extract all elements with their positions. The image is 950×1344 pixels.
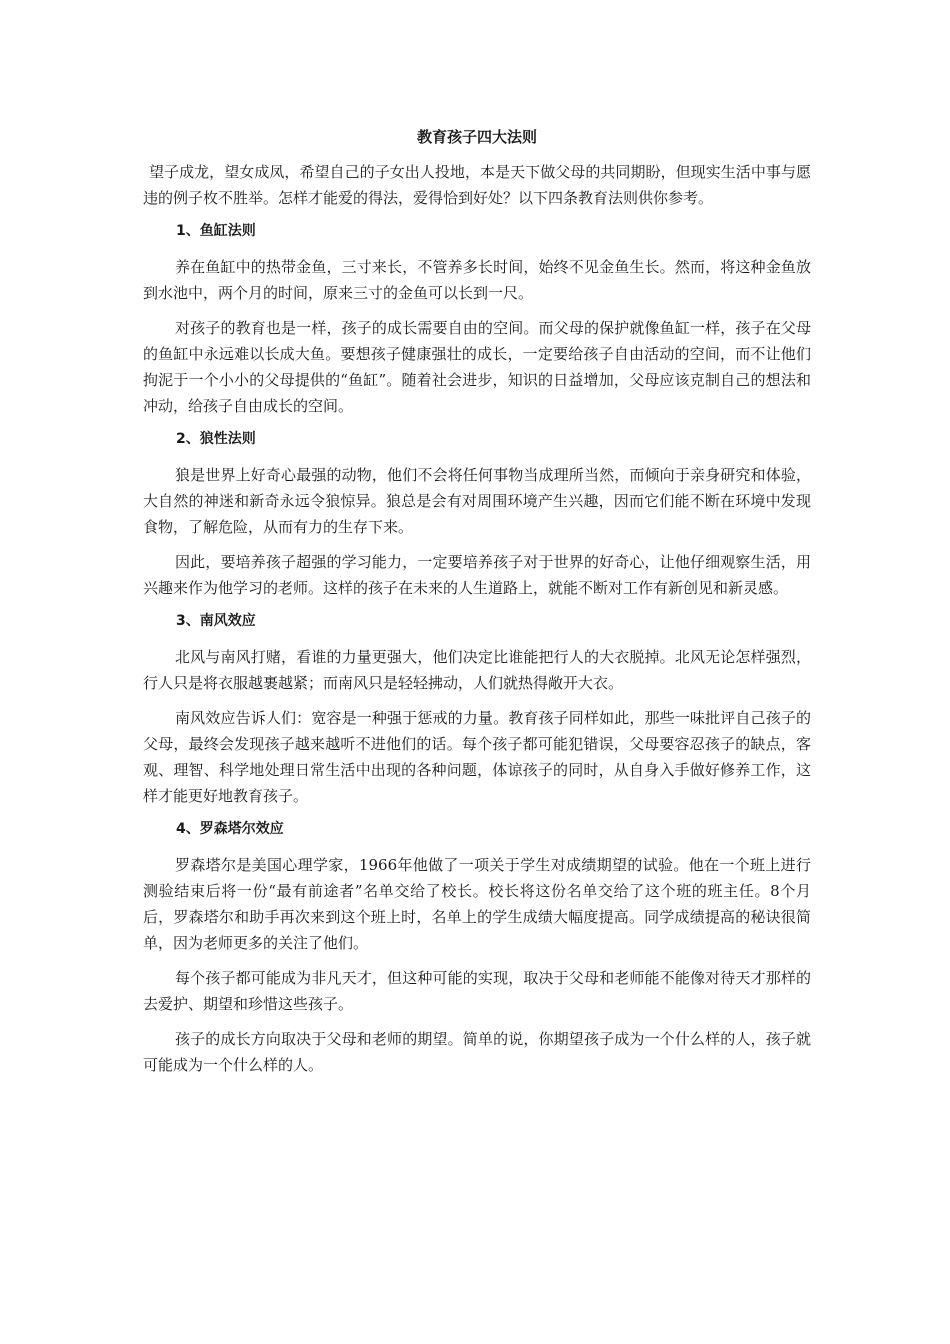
section-1-paragraph: 养在鱼缸中的热带金鱼，三寸来长，不管养多长时间，始终不见金鱼生长。然而，将这种金鱼放到水池中，两个月的时间，原来三寸的金鱼可以长到一尺。 [143,258,811,302]
section-3-heading: 3、南风效应 [176,613,256,629]
section-4-heading: 4、罗森塔尔效应 [176,821,284,837]
section-4-paragraph: 每个孩子都可能成为非凡天才，但这种可能的实现，取决于父母和老师能不能像对待天才那样的去爱护、期望和珍惜这些孩子。 [143,969,811,1013]
section-1-paragraph: 对孩子的教育也是一样，孩子的成长需要自由的空间。而父母的保护就像鱼缸一样，孩子在父母的鱼缸中永远难以长成大鱼。要想孩子健康强壮的成长，一定要给孩子自由活动的空间，而不让他们拘泥于一个小小的父母提供的“鱼缸”。随着社会进步，知识的日益增加，父母应该克制自己的想法和冲动，给孩子自由成长的空间。 [143,319,811,415]
document-page [143,118,811,1087]
intro-paragraph: 望子成龙，望女成凤，希望自己的子女出人投地，本是天下做父母的共同期盼，但现实生活中事与愿违的例子枚不胜举。怎样才能爱的得法，爱得恰到好处？以下四条教育法则供你参考。 [143,163,811,207]
section-2-heading: 2、狼性法则 [176,431,256,447]
section-3-paragraph: 北风与南风打赌，看谁的力量更强大，他们决定比谁能把行人的大衣脱掉。北风无论怎样强烈，行人只是将衣服越裹越紧；而南风只是轻轻拂动，人们就热得敞开大衣。 [143,648,811,692]
section-1-heading: 1、鱼缸法则 [176,223,256,239]
section-2-paragraph: 狼是世界上好奇心最强的动物，他们不会将任何事物当成理所当然，而倾向于亲身研究和体验，大自然的神迷和新奇永远令狼惊异。狼总是会有对周围环境产生兴趣，因而它们能不断在环境中发现食物，了解危险，从而有力的生存下来。 [143,466,811,536]
section-4-paragraph: 孩子的成长方向取决于父母和老师的期望。简单的说，你期望孩子成为一个什么样的人，孩子就可能成为一个什么样的人。 [143,1030,811,1074]
section-2-paragraph: 因此，要培养孩子超强的学习能力，一定要培养孩子对于世界的好奇心，让他仔细观察生活，用兴趣来作为他学习的老师。这样的孩子在未来的人生道路上，就能不断对工作有新创见和新灵感。 [143,553,811,597]
section-4-paragraph: 罗森塔尔是美国心理学家，1966年他做了一项关于学生对成绩期望的试验。他在一个班上进行测验结束后将一份“最有前途者”名单交给了校长。校长将这份名单交给了这个班的班主任。8个月后，罗森塔尔和助手再次来到这个班上时，名单上的学生成绩大幅度提高。同学成绩提高的秘诀很简单，因为老师更多的关注了他们。 [143,856,811,952]
section-3-paragraph: 南风效应告诉人们：宽容是一种强于惩戒的力量。教育孩子同样如此，那些一味批评自己孩子的父母，最终会发现孩子越来越听不进他们的话。每个孩子都可能犯错误，父母要容忍孩子的缺点，客观、理智、科学地处理日常生活中出现的各种问题，体谅孩子的同时，从自身入手做好修养工作，这样才能更好地教育孩子。 [143,709,811,805]
document-title: 教育孩子四大法则 [416,128,537,146]
